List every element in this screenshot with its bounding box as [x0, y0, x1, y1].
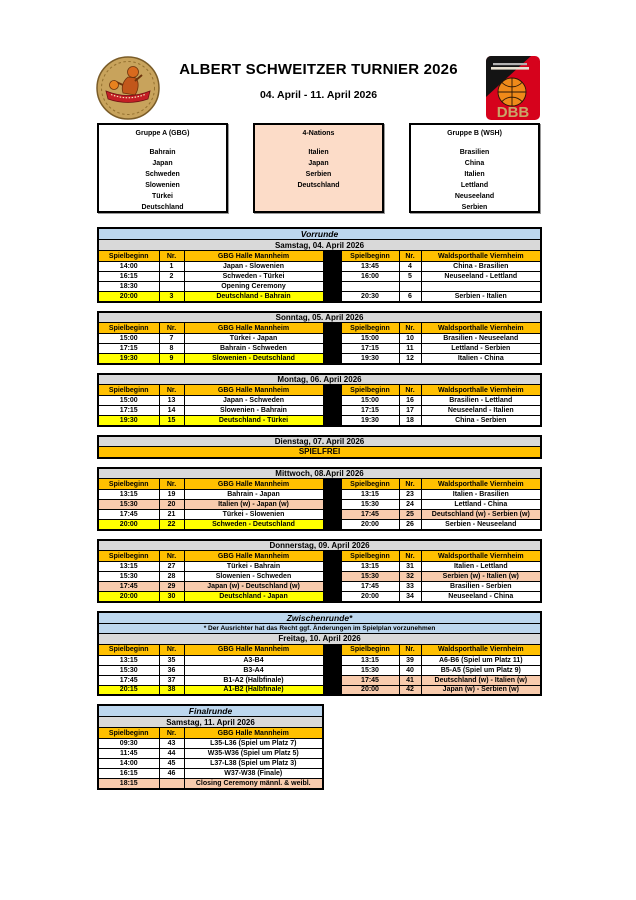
game-cell: Slowenien - Bahrain — [184, 406, 323, 416]
game-cell: Bahrain - Schweden — [184, 344, 323, 354]
schedule-table — [97, 373, 542, 427]
time-cell: 11:45 — [98, 749, 159, 759]
time-cell: 18:30 — [98, 282, 159, 292]
nr-cell: 35 — [159, 655, 184, 665]
col-header-time: Spielbeginn — [341, 323, 399, 334]
group-team: Serbien — [461, 204, 488, 211]
nr-cell: 42 — [399, 685, 421, 695]
nr-cell: 44 — [159, 749, 184, 759]
game-cell: W35-W36 (Spiel um Platz 5) — [184, 749, 323, 759]
group-team: Serbien — [305, 171, 332, 178]
col-header-time: Spielbeginn — [98, 479, 159, 490]
game-cell: Schweden - Deutschland — [184, 520, 323, 530]
divider-cell — [323, 655, 341, 665]
col-header-hall-left: GBG Halle Mannheim — [184, 323, 323, 334]
nr-cell: 33 — [399, 582, 421, 592]
spielfrei-row: SPIELFREI — [98, 447, 541, 458]
group-team: Bahrain — [149, 149, 176, 156]
game-cell: China - Brasilien — [421, 262, 541, 272]
time-cell: 09:30 — [98, 739, 159, 749]
nr-cell: 19 — [159, 490, 184, 500]
divider-cell — [323, 262, 341, 272]
time-cell: 17:45 — [98, 582, 159, 592]
col-header-nr: Nr. — [399, 644, 421, 655]
divider-cell — [323, 251, 341, 262]
nr-cell: 37 — [159, 675, 184, 685]
col-header-nr: Nr. — [399, 479, 421, 490]
nr-cell: 40 — [399, 665, 421, 675]
divider-cell — [323, 520, 341, 530]
game-cell: Serbien - Neuseeland — [421, 520, 541, 530]
col-header-hall-left: GBG Halle Mannheim — [184, 728, 323, 739]
nr-cell: 12 — [399, 354, 421, 364]
time-cell: 16:15 — [98, 769, 159, 779]
round-banner: Zwischenrunde* — [98, 612, 541, 624]
nr-cell: 10 — [399, 334, 421, 344]
nr-cell: 22 — [159, 520, 184, 530]
col-header-time: Spielbeginn — [98, 251, 159, 262]
divider-cell — [323, 510, 341, 520]
divider-cell — [323, 334, 341, 344]
game-cell: Japan - Slowenien — [184, 262, 323, 272]
time-cell — [341, 282, 399, 292]
nr-cell: 7 — [159, 334, 184, 344]
nr-cell: 20 — [159, 500, 184, 510]
time-cell: 20:15 — [98, 685, 159, 695]
time-cell: 15:00 — [341, 396, 399, 406]
time-cell: 13:15 — [341, 490, 399, 500]
col-header-time: Spielbeginn — [98, 323, 159, 334]
game-cell: Italien - Lettland — [421, 562, 541, 572]
nr-cell: 21 — [159, 510, 184, 520]
time-cell: 17:45 — [341, 675, 399, 685]
time-cell: 16:15 — [98, 272, 159, 282]
nr-cell: 3 — [159, 292, 184, 302]
nr-cell: 28 — [159, 572, 184, 582]
schedule-table — [97, 311, 542, 365]
nr-cell: 17 — [399, 406, 421, 416]
time-cell: 20:00 — [98, 520, 159, 530]
col-header-nr: Nr. — [159, 728, 184, 739]
date-header: Samstag, 04. April 2026 — [98, 240, 541, 251]
nr-cell: 29 — [159, 582, 184, 592]
divider-cell — [323, 592, 341, 602]
divider-cell — [323, 479, 341, 490]
divider-cell — [323, 385, 341, 396]
time-cell: 19:30 — [98, 416, 159, 426]
time-cell: 17:45 — [341, 582, 399, 592]
schedule-area — [97, 227, 540, 798]
game-cell: Türkei - Japan — [184, 334, 323, 344]
date-header: Sonntag, 05. April 2026 — [98, 312, 541, 323]
nr-cell: 24 — [399, 500, 421, 510]
game-cell: Neuseeland - China — [421, 592, 541, 602]
game-cell: A1-B2 (Halbfinale) — [184, 685, 323, 695]
time-cell: 17:15 — [98, 344, 159, 354]
game-cell: L37-L38 (Spiel um Platz 3) — [184, 759, 323, 769]
nr-cell: 27 — [159, 562, 184, 572]
game-cell: Italien - Brasilien — [421, 490, 541, 500]
nr-cell: 5 — [399, 272, 421, 282]
col-header-hall-left: GBG Halle Mannheim — [184, 551, 323, 562]
col-header-time: Spielbeginn — [341, 551, 399, 562]
nr-cell: 39 — [399, 655, 421, 665]
group-team: Deutschland — [297, 182, 340, 189]
game-cell: Lettland - China — [421, 500, 541, 510]
col-header-hall-left: GBG Halle Mannheim — [184, 479, 323, 490]
game-cell: Japan (w) - Deutschland (w) — [184, 582, 323, 592]
time-cell: 14:00 — [98, 262, 159, 272]
game-cell: A6-B6 (Spiel um Platz 11) — [421, 655, 541, 665]
time-cell: 13:15 — [341, 655, 399, 665]
date-header: Dienstag, 07. April 2026 — [98, 436, 541, 447]
schedule-table — [97, 467, 542, 531]
time-cell: 13:15 — [98, 655, 159, 665]
group-team: Deutschland — [141, 204, 184, 211]
group-team: Schweden — [145, 171, 180, 178]
nr-cell: 46 — [159, 769, 184, 779]
group-box — [409, 123, 540, 213]
game-cell: Italien (w) - Japan (w) — [184, 500, 323, 510]
col-header-nr: Nr. — [399, 251, 421, 262]
group-box — [97, 123, 228, 213]
col-header-hall-right: Waldsporthalle Viernheim — [421, 385, 541, 396]
nr-cell: 30 — [159, 592, 184, 602]
divider-cell — [323, 685, 341, 695]
time-cell: 15:00 — [98, 396, 159, 406]
time-cell: 16:00 — [341, 272, 399, 282]
col-header-hall-left: GBG Halle Mannheim — [184, 385, 323, 396]
nr-cell — [399, 282, 421, 292]
group-team: Japan — [308, 160, 329, 167]
col-header-hall-right: Waldsporthalle Viernheim — [421, 251, 541, 262]
nr-cell — [159, 779, 184, 789]
divider-cell — [323, 406, 341, 416]
page-subtitle: 04. April - 11. April 2026 — [259, 89, 378, 101]
col-header-nr: Nr. — [159, 479, 184, 490]
time-cell: 15:30 — [341, 572, 399, 582]
divider-cell — [323, 582, 341, 592]
game-cell: Brasilien - Neuseeland — [421, 334, 541, 344]
time-cell: 20:00 — [341, 520, 399, 530]
date-header: Samstag, 11. April 2026 — [98, 717, 323, 728]
divider-cell — [323, 644, 341, 655]
game-cell: Serbien - Italien — [421, 292, 541, 302]
schedule-table — [97, 227, 542, 303]
group-title: Gruppe B (WSH) — [447, 130, 502, 137]
col-header-time: Spielbeginn — [341, 644, 399, 655]
date-header: Donnerstag, 09. April 2026 — [98, 540, 541, 551]
time-cell: 20:00 — [98, 292, 159, 302]
col-header-hall-left: GBG Halle Mannheim — [184, 251, 323, 262]
col-header-time: Spielbeginn — [341, 251, 399, 262]
col-header-hall-right: Waldsporthalle Viernheim — [421, 323, 541, 334]
time-cell: 15:30 — [98, 500, 159, 510]
nr-cell: 18 — [399, 416, 421, 426]
divider-cell — [323, 416, 341, 426]
time-cell: 17:45 — [98, 510, 159, 520]
nr-cell: 31 — [399, 562, 421, 572]
divider-cell — [323, 665, 341, 675]
game-cell: Deutschland - Türkei — [184, 416, 323, 426]
game-cell — [421, 282, 541, 292]
group-team: Slowenien — [145, 182, 180, 189]
divider-cell — [323, 282, 341, 292]
game-cell: China - Serbien — [421, 416, 541, 426]
groups-row — [97, 123, 540, 213]
time-cell: 17:15 — [341, 344, 399, 354]
col-header-time: Spielbeginn — [341, 385, 399, 396]
col-header-hall-right: Waldsporthalle Viernheim — [421, 551, 541, 562]
game-cell: Bahrain - Japan — [184, 490, 323, 500]
time-cell: 20:00 — [341, 685, 399, 695]
game-cell: Türkei - Bahrain — [184, 562, 323, 572]
game-cell: Schweden - Türkei — [184, 272, 323, 282]
time-cell: 15:30 — [98, 572, 159, 582]
nr-cell: 13 — [159, 396, 184, 406]
group-team: Neuseeland — [454, 193, 495, 200]
page-title: ALBERT SCHWEITZER TURNIER 2026 — [179, 61, 458, 78]
game-cell: Deutschland - Bahrain — [184, 292, 323, 302]
col-header-nr: Nr. — [159, 323, 184, 334]
game-cell: Opening Ceremony — [184, 282, 323, 292]
time-cell: 20:00 — [341, 592, 399, 602]
time-cell: 17:15 — [98, 406, 159, 416]
game-cell: B5-A5 (Spiel um Platz 9) — [421, 665, 541, 675]
group-team: Türkei — [151, 193, 173, 200]
col-header-nr: Nr. — [399, 551, 421, 562]
time-cell: 17:15 — [341, 406, 399, 416]
schedule-table — [97, 704, 324, 790]
nr-cell: 4 — [399, 262, 421, 272]
divider-cell — [323, 490, 341, 500]
divider-cell — [323, 551, 341, 562]
round-banner: Vorrunde — [98, 228, 541, 240]
col-header-nr: Nr. — [159, 551, 184, 562]
game-cell: Slowenien - Deutschland — [184, 354, 323, 364]
group-team: China — [464, 160, 485, 167]
nr-cell: 43 — [159, 739, 184, 749]
dbb-logo-text-decoration — [493, 63, 527, 65]
group-team: Lettland — [460, 182, 489, 189]
schedule-table — [97, 611, 542, 697]
divider-cell — [323, 572, 341, 582]
nr-cell: 6 — [399, 292, 421, 302]
divider-cell — [323, 354, 341, 364]
game-cell: Italien - China — [421, 354, 541, 364]
nr-cell: 41 — [399, 675, 421, 685]
group-team: Brasilien — [459, 149, 490, 156]
game-cell: Türkei - Slowenien — [184, 510, 323, 520]
game-cell: Japan - Schweden — [184, 396, 323, 406]
time-cell: 17:45 — [341, 510, 399, 520]
divider-cell — [323, 675, 341, 685]
time-cell: 18:15 — [98, 779, 159, 789]
group-team: Italien — [308, 149, 329, 156]
schedule-note: * Der Ausrichter hat das Recht ggf. Änderungen im Spielplan vorzunehmen — [98, 623, 541, 633]
nr-cell: 2 — [159, 272, 184, 282]
date-header: Freitag, 10. April 2026 — [98, 633, 541, 644]
time-cell: 15:30 — [341, 500, 399, 510]
nr-cell: 16 — [399, 396, 421, 406]
time-cell: 14:00 — [98, 759, 159, 769]
nr-cell: 9 — [159, 354, 184, 364]
col-header-time: Spielbeginn — [98, 644, 159, 655]
game-cell: Neuseeland - Lettland — [421, 272, 541, 282]
nr-cell — [159, 282, 184, 292]
time-cell: 17:45 — [98, 675, 159, 685]
dbb-logo-label: DBB — [496, 104, 530, 121]
game-cell: A3-B4 — [184, 655, 323, 665]
game-cell: Lettland - Serbien — [421, 344, 541, 354]
time-cell: 20:00 — [98, 592, 159, 602]
page-header — [97, 57, 540, 101]
col-header-time: Spielbeginn — [341, 479, 399, 490]
nr-cell: 15 — [159, 416, 184, 426]
date-header: Mittwoch, 08.April 2026 — [98, 468, 541, 479]
time-cell: 13:45 — [341, 262, 399, 272]
round-banner: Finalrunde — [98, 705, 323, 717]
time-cell: 13:15 — [341, 562, 399, 572]
divider-cell — [323, 344, 341, 354]
game-cell: Deutschland (w) - Serbien (w) — [421, 510, 541, 520]
nr-cell: 23 — [399, 490, 421, 500]
time-cell: 20:30 — [341, 292, 399, 302]
col-header-nr: Nr. — [399, 385, 421, 396]
date-header: Montag, 06. April 2026 — [98, 374, 541, 385]
col-header-nr: Nr. — [159, 385, 184, 396]
divider-cell — [323, 323, 341, 334]
time-cell: 15:30 — [98, 665, 159, 675]
dbb-logo-icon — [485, 55, 541, 121]
col-header-nr: Nr. — [159, 251, 184, 262]
col-header-hall-right: Waldsporthalle Viernheim — [421, 644, 541, 655]
game-cell: Japan (w) - Serbien (w) — [421, 685, 541, 695]
divider-cell — [323, 500, 341, 510]
nr-cell: 34 — [399, 592, 421, 602]
nr-cell: 38 — [159, 685, 184, 695]
divider-cell — [323, 272, 341, 282]
nr-cell: 26 — [399, 520, 421, 530]
nr-cell: 45 — [159, 759, 184, 769]
game-cell: B3-A4 — [184, 665, 323, 675]
schedule-table — [97, 435, 542, 459]
game-cell: Deutschland (w) - Italien (w) — [421, 675, 541, 685]
game-cell: L35-L36 (Spiel um Platz 7) — [184, 739, 323, 749]
nr-cell: 1 — [159, 262, 184, 272]
time-cell: 19:30 — [341, 354, 399, 364]
col-header-time: Spielbeginn — [98, 551, 159, 562]
group-team: Italien — [464, 171, 485, 178]
col-header-nr: Nr. — [399, 323, 421, 334]
nr-cell: 14 — [159, 406, 184, 416]
time-cell: 13:15 — [98, 490, 159, 500]
game-cell: Slowenien - Schweden — [184, 572, 323, 582]
col-header-time: Spielbeginn — [98, 728, 159, 739]
group-box — [253, 123, 384, 213]
nr-cell: 8 — [159, 344, 184, 354]
time-cell: 15:30 — [341, 665, 399, 675]
nr-cell: 36 — [159, 665, 184, 675]
group-title: Gruppe A (GBG) — [135, 130, 190, 137]
game-cell: Brasilien - Lettland — [421, 396, 541, 406]
time-cell: 19:30 — [98, 354, 159, 364]
game-cell: B1-A2 (Halbfinale) — [184, 675, 323, 685]
game-cell: Brasilien - Serbien — [421, 582, 541, 592]
time-cell: 15:00 — [98, 334, 159, 344]
schedule-table — [97, 539, 542, 603]
col-header-hall-right: Waldsporthalle Viernheim — [421, 479, 541, 490]
time-cell: 13:15 — [98, 562, 159, 572]
col-header-hall-left: GBG Halle Mannheim — [184, 644, 323, 655]
game-cell: Serbien (w) - Italien (w) — [421, 572, 541, 582]
col-header-nr: Nr. — [159, 644, 184, 655]
group-team: Japan — [152, 160, 173, 167]
group-title: 4-Nations — [302, 130, 335, 137]
game-cell: Deutschland - Japan — [184, 592, 323, 602]
time-cell: 19:30 — [341, 416, 399, 426]
divider-cell — [323, 562, 341, 572]
game-cell: W37-W38 (Finale) — [184, 769, 323, 779]
game-cell: Closing Ceremony männl. & weibl. — [184, 779, 323, 789]
nr-cell: 11 — [399, 344, 421, 354]
col-header-time: Spielbeginn — [98, 385, 159, 396]
divider-cell — [323, 292, 341, 302]
nr-cell: 25 — [399, 510, 421, 520]
time-cell: 15:00 — [341, 334, 399, 344]
game-cell: Neuseeland - Italien — [421, 406, 541, 416]
nr-cell: 32 — [399, 572, 421, 582]
divider-cell — [323, 396, 341, 406]
